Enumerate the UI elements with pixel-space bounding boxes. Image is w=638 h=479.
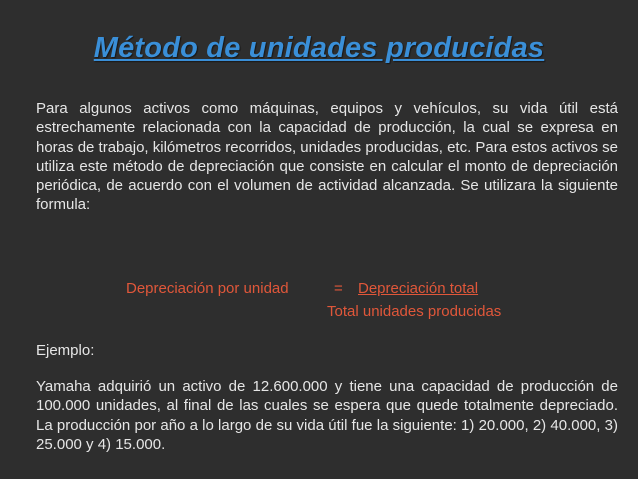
formula-denominator: Total unidades producidas [327, 303, 502, 320]
example-paragraph: Yamaha adquirió un activo de 12.600.000 y tiene una capacidad de producción de 100.000 unidades, al final de las cuales se espera que quede totalmente depreciado. La producción por año a lo largo de su vida útil fue la siguiente: 1) 20.000, 2) 40.000, 3) 25.000 y 4) 15.000. [36, 378, 618, 453]
formula-equals: = [334, 280, 343, 297]
example-label: Ejemplo: [36, 342, 95, 359]
formula-numerator: Depreciación total [358, 280, 479, 297]
slide-title: Método de unidades producidas [93, 32, 545, 64]
formula-left-term: Depreciación por unidad [126, 280, 289, 297]
intro-paragraph: Para algunos activos como máquinas, equipos y vehículos, su vida útil está estrechamente relacionada con la capacidad de producción, la cual se expresa en horas de trabajo, kilómetros recorridos, unidades producidas, etc. Para estos activos se utiliza este método de depreciación que consiste en calcular el monto de depreciación periódica, de acuerdo con el volumen de actividad alcanzada. Se utilizara la siguiente formula: [36, 100, 618, 214]
